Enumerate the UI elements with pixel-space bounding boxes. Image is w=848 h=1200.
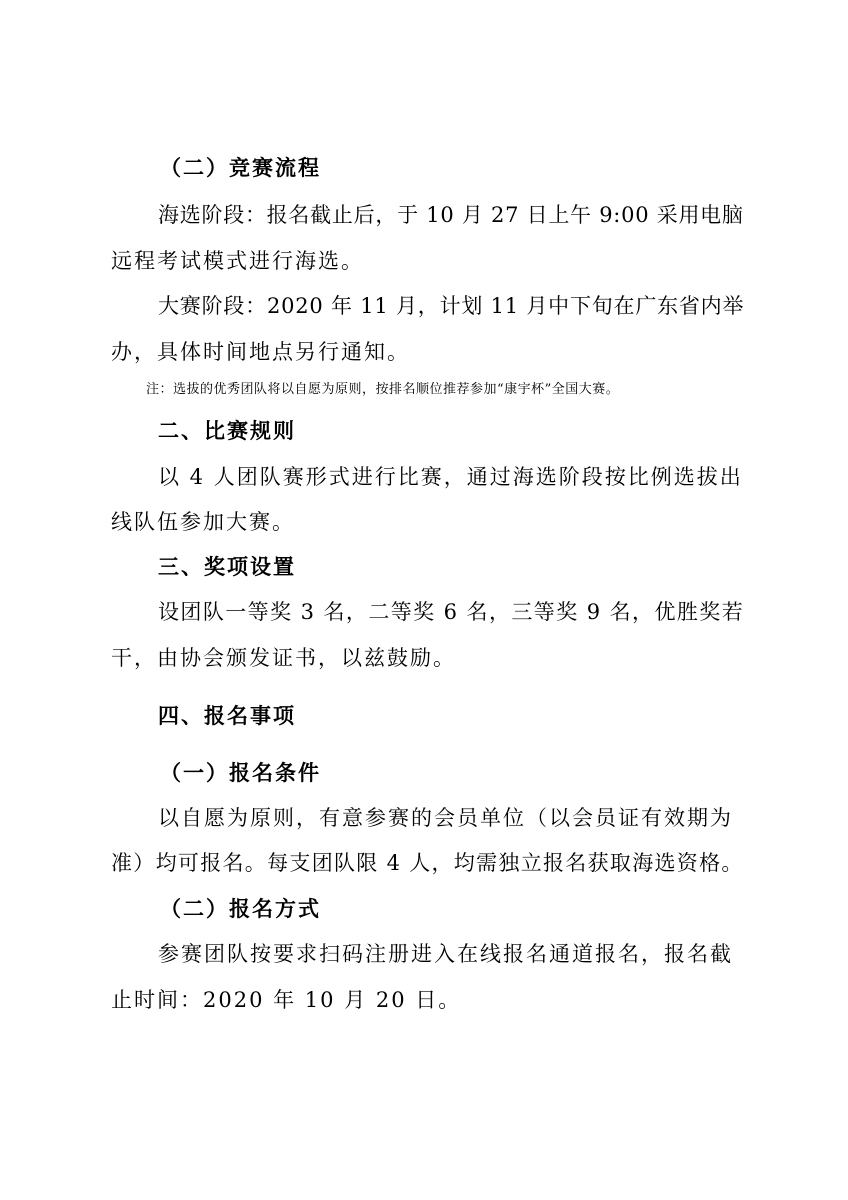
section-heading-registration: 四、报名事项 xyxy=(158,704,296,728)
paragraph-line: 线队伍参加大赛。 xyxy=(111,510,295,534)
note-text: 注：选拔的优秀团队将以自愿为原则，按排名顺位推荐参加“康宇杯”全国大赛。 xyxy=(146,382,620,397)
paragraph-line: 参赛团队按要求扫码注册进入在线报名通道报名，报名截 xyxy=(158,942,733,966)
paragraph-line: 设团队一等奖 3 名，二等奖 6 名，三等奖 9 名，优胜奖若 xyxy=(158,600,745,624)
paragraph-line: 海选阶段：报名截止后，于 10 月 27 日上午 9:00 采用电脑 xyxy=(158,203,744,227)
section-heading-rules: 二、比赛规则 xyxy=(158,419,296,443)
paragraph-line: 大赛阶段：2020 年 11 月，计划 11 月中下旬在广东省内举 xyxy=(158,294,745,318)
paragraph-line: 干，由协会颁发证书，以兹鼓励。 xyxy=(111,646,456,670)
paragraph-line: 远程考试模式进行海选。 xyxy=(111,249,364,273)
subsection-heading-conditions: （一）报名条件 xyxy=(160,761,321,785)
section-heading-competition-process: （二）竞赛流程 xyxy=(160,156,321,180)
paragraph-line: 准）均可报名。每支团队限 4 人，均需独立报名获取海选资格。 xyxy=(111,851,744,875)
paragraph-line: 以 4 人团队赛形式进行比赛，通过海选阶段按比例选拔出 xyxy=(158,465,743,489)
subsection-heading-method: （二）报名方式 xyxy=(160,897,321,921)
section-heading-awards: 三、奖项设置 xyxy=(158,555,296,579)
paragraph-line: 办，具体时间地点另行通知。 xyxy=(111,340,410,364)
paragraph-line: 止时间：2020 年 10 月 20 日。 xyxy=(111,988,462,1012)
paragraph-line: 以自愿为原则，有意参赛的会员单位（以会员证有效期为 xyxy=(158,806,733,830)
